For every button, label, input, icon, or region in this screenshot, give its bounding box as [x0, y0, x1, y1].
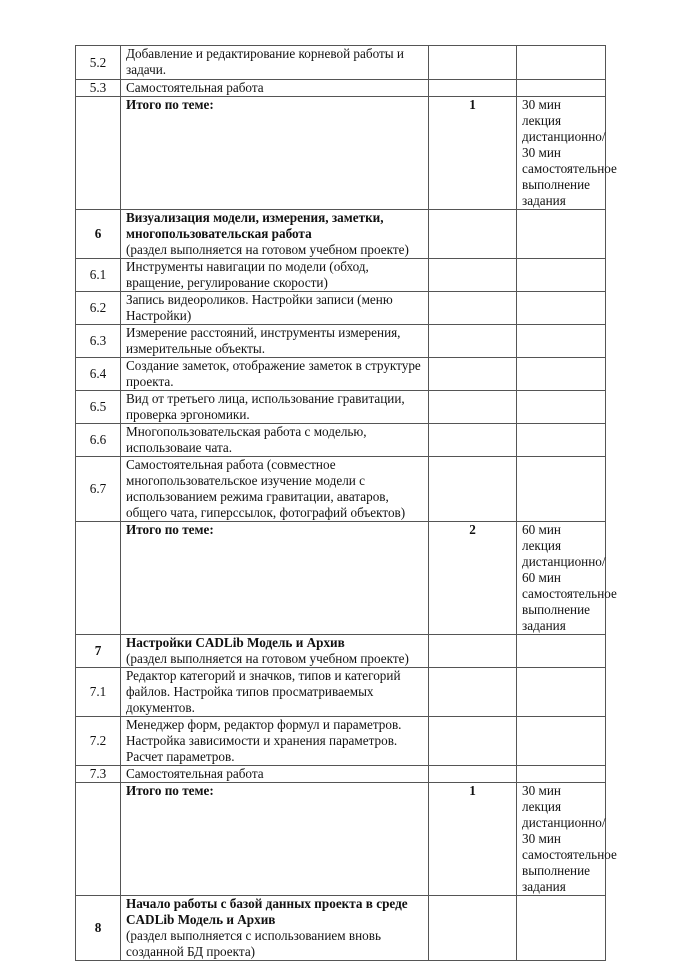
form-cell: [517, 391, 606, 424]
form-cell: 30 мин лекция дистанционно/ 30 мин самостоятельное выполнение задания: [517, 97, 606, 210]
row-number-cell: 7: [76, 635, 121, 668]
hours-cell: 2: [429, 522, 517, 635]
form-cell: [517, 259, 606, 292]
form-cell: [517, 292, 606, 325]
hours-cell: [429, 292, 517, 325]
hours-cell: [429, 896, 517, 961]
curriculum-table-body: [76, 46, 617, 961]
row-number-cell: [76, 522, 121, 635]
section-title: Визуализация модели, измерения, заметки, многопользовательская работа: [126, 210, 384, 241]
total-row: [76, 522, 606, 635]
hours-cell: [429, 635, 517, 668]
total-row: [76, 97, 606, 210]
topic-cell: [121, 80, 429, 97]
section-note: (раздел выполняется на готовом учебном проекте): [126, 651, 409, 666]
topic-text: Запись видеороликов. Настройки записи (меню Настройки): [126, 292, 393, 323]
topic-text: Самостоятельная работа: [126, 80, 264, 95]
form-cell: [517, 424, 606, 457]
row-number-cell: 5.2: [76, 46, 121, 80]
row-number-cell: 7.3: [76, 766, 121, 783]
row-number-cell: 6.6: [76, 424, 121, 457]
row-number-cell: 6: [76, 210, 121, 259]
table-row: [76, 358, 606, 391]
topic-cell: [121, 457, 429, 522]
hours-cell: [429, 391, 517, 424]
section-row: [76, 210, 606, 259]
row-number-cell: [76, 783, 121, 896]
table-row: [76, 80, 606, 97]
hours-cell: 1: [429, 97, 517, 210]
topic-cell: [121, 325, 429, 358]
row-number-cell: 6.4: [76, 358, 121, 391]
form-cell: [517, 717, 606, 766]
topic-text: Менеджер форм, редактор формул и параметров. Настройка зависимости и хранения параметров. Расчет параметров.: [126, 717, 402, 764]
topic-cell: [121, 766, 429, 783]
row-number-cell: 6.2: [76, 292, 121, 325]
topic-cell: [121, 97, 429, 210]
total-row: [76, 783, 606, 896]
table-row: [76, 424, 606, 457]
row-number-cell: 8: [76, 896, 121, 961]
hours-cell: [429, 668, 517, 717]
form-cell: [517, 896, 606, 961]
table-row: [76, 46, 606, 80]
topic-text: Измерение расстояний, инструменты измерения, измерительные объекты.: [126, 325, 401, 356]
form-cell: [517, 80, 606, 97]
section-title: Настройки CADLib Модель и Архив: [126, 635, 345, 650]
total-label: Итого по теме:: [126, 97, 214, 112]
topic-text: Инструменты навигации по модели (обход, вращение, регулирование скорости): [126, 259, 369, 290]
form-cell: [517, 46, 606, 80]
table-row: [76, 766, 606, 783]
section-row: [76, 896, 606, 961]
hours-cell: [429, 46, 517, 80]
form-cell: [517, 635, 606, 668]
topic-cell: [121, 424, 429, 457]
topic-cell: [121, 391, 429, 424]
section-title: Начало работы с базой данных проекта в среде CADLib Модель и Архив: [126, 896, 408, 927]
topic-cell: [121, 46, 429, 80]
topic-text: Самостоятельная работа: [126, 766, 264, 781]
topic-cell: [121, 668, 429, 717]
row-number-cell: [76, 97, 121, 210]
hours-cell: [429, 457, 517, 522]
section-note: (раздел выполняется на готовом учебном проекте): [126, 242, 409, 257]
form-cell: [517, 457, 606, 522]
table-row: [76, 717, 606, 766]
hours-cell: [429, 259, 517, 292]
form-cell: [517, 358, 606, 391]
table-row: [76, 292, 606, 325]
table-row: [76, 668, 606, 717]
topic-cell: [121, 292, 429, 325]
topic-cell: [121, 783, 429, 896]
row-number-cell: 6.3: [76, 325, 121, 358]
hours-cell: [429, 80, 517, 97]
row-number-cell: 7.1: [76, 668, 121, 717]
topic-cell: [121, 896, 429, 961]
topic-cell: [121, 259, 429, 292]
hours-cell: [429, 424, 517, 457]
topic-text: Самостоятельная работа (совместное многопользовательское изучение модели с использованием режима гравитации, аватаров, общего чата, гиперссылок, фотографий объектов): [126, 457, 406, 520]
table-row: [76, 259, 606, 292]
total-label: Итого по теме:: [126, 783, 214, 798]
hours-cell: 1: [429, 783, 517, 896]
hours-cell: [429, 766, 517, 783]
hours-cell: [429, 717, 517, 766]
form-cell: [517, 766, 606, 783]
row-number-cell: 5.3: [76, 80, 121, 97]
row-number-cell: 6.7: [76, 457, 121, 522]
topic-cell: [121, 210, 429, 259]
topic-cell: [121, 358, 429, 391]
section-row: [76, 635, 606, 668]
topic-text: Редактор категорий и значков, типов и категорий файлов. Настройка типов просматриваемых документов.: [126, 668, 401, 715]
form-cell: [517, 210, 606, 259]
form-cell: [517, 325, 606, 358]
section-note: (раздел выполняется с использованием вновь созданной БД проекта): [126, 928, 382, 959]
table-row: [76, 325, 606, 358]
row-number-cell: 6.5: [76, 391, 121, 424]
hours-cell: [429, 210, 517, 259]
topic-cell: [121, 717, 429, 766]
hours-cell: [429, 325, 517, 358]
topic-text: Многопользовательская работа с моделью, использоваие чата.: [126, 424, 367, 455]
form-cell: [517, 668, 606, 717]
total-label: Итого по теме:: [126, 522, 214, 537]
topic-text: Добавление и редактирование корневой работы и задачи.: [126, 46, 404, 77]
row-number-cell: 7.2: [76, 717, 121, 766]
topic-text: Вид от третьего лица, использование гравитации, проверка эргономики.: [126, 391, 405, 422]
row-number-cell: 6.1: [76, 259, 121, 292]
topic-text: Создание заметок, отображение заметок в структуре проекта.: [126, 358, 421, 389]
curriculum-table: [75, 45, 617, 961]
table-row: [76, 391, 606, 424]
topic-cell: [121, 522, 429, 635]
form-cell: 60 мин лекция дистанционно/ 60 мин самостоятельное выполнение задания: [517, 522, 606, 635]
table-row: [76, 457, 606, 522]
hours-cell: [429, 358, 517, 391]
topic-cell: [121, 635, 429, 668]
form-cell: 30 мин лекция дистанционно/ 30 мин самостоятельное выполнение задания: [517, 783, 606, 896]
